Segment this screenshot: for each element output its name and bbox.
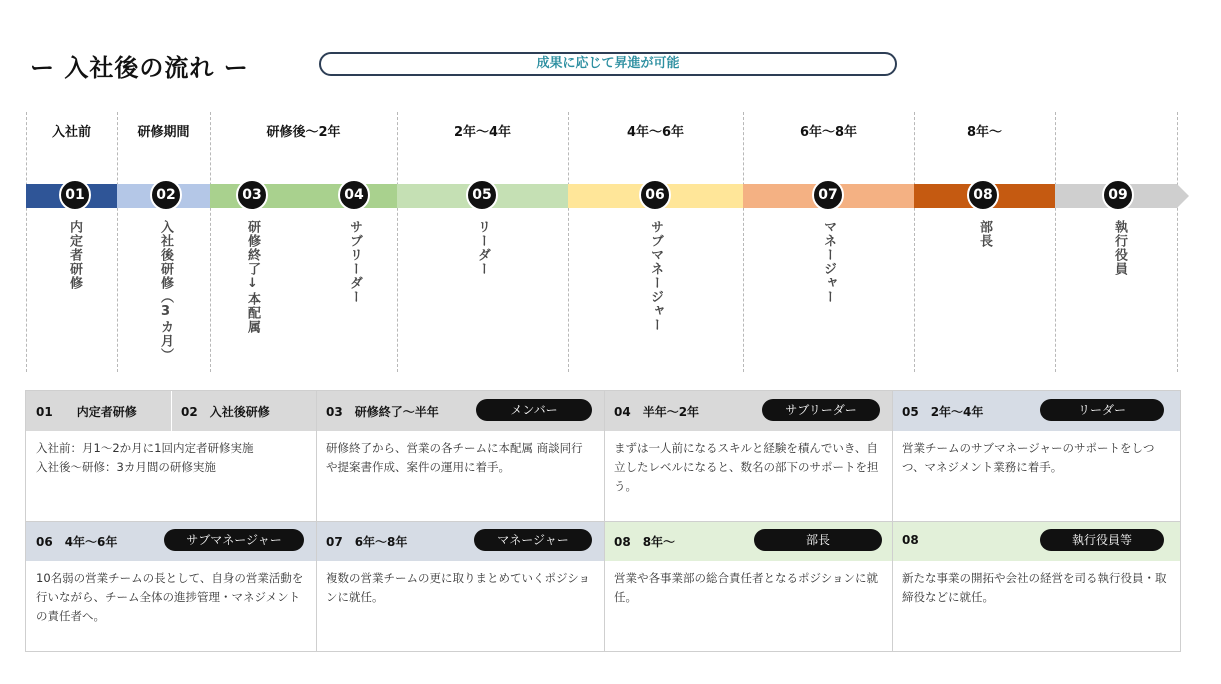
card-text: 入社前：月1〜2か月に1回内定者研修実施 [36,441,254,455]
timeline-divider [117,112,118,372]
period-label: 8年〜 [966,125,1003,140]
card-header [26,521,316,561]
timeline-divider [397,112,398,372]
step-number: 07 [812,179,844,211]
timeline-divider [1177,112,1178,372]
step-number: 03 [236,179,268,211]
card-title: 04 半年〜2年 [614,405,700,419]
step-label: 内定者研修 [67,220,82,290]
card-body: 複数の営業チームの更に取りまとめていくポジションに就任。 [326,571,590,604]
step-number: 04 [338,179,370,211]
page-title: ー 入社後の流れ ー [30,54,249,82]
card-title: 06 4年〜6年 [36,535,118,549]
role-badge: メンバー [476,399,592,421]
card-body [26,431,316,521]
period-label: 入社前 [51,125,91,140]
card-title: 05 2年〜4年 [902,405,984,419]
card-body: 新たな事業の開拓や会社の経営を司る執行役員・取締役などに就任。 [902,571,1167,604]
role-badge: サブマネージャー [164,529,304,551]
card-header [26,391,316,431]
card-header [892,391,1180,431]
role-badge: 執行役員等 [1040,529,1164,551]
step-number: 09 [1102,179,1134,211]
period-label: 研修後〜2年 [266,125,341,140]
card-body: まずは一人前になるスキルと経験を積んでいき、自立したレベルになると、数名の部下のサポートを担う。 [614,441,879,493]
step-number: 02 [150,179,182,211]
card-body: 研修終了から、営業の各チームに本配属 商談同行や提案書作成、案件の運用に着手。 [326,441,583,474]
period-label: 2年〜4年 [453,125,512,140]
card-header [316,521,604,561]
card-header [604,391,892,431]
promotion-banner: 成果に応じて昇進が可能 [319,52,897,76]
step-number: 05 [466,179,498,211]
step-number: 01 [59,179,91,211]
role-badge: 部長 [754,529,882,551]
timeline-divider [26,112,27,372]
step-number: 08 [967,179,999,211]
step-number: 06 [639,179,671,211]
card-body: 営業や各事業部の総合責任者となるポジションに就任。 [614,571,878,604]
card-title: 03 研修終了〜半年 [326,405,439,419]
career-table [25,390,1181,652]
step-label: 入社後研修（3カ月） [158,220,173,362]
card-header [316,391,604,431]
card-body: 10名弱の営業チームの長として、自身の営業活動を行いながら、チーム全体の進捗管理・マネジメントの責任者へ。 [36,571,304,623]
card-title: 08 8年〜 [614,535,676,549]
timeline-divider [1055,112,1056,372]
card-header [892,521,1180,561]
divider [26,521,1180,522]
period-label: 4年〜6年 [626,125,685,140]
role-badge: リーダー [1040,399,1164,421]
step-label: 執行役員 [1112,220,1127,276]
card-text: 入社後〜研修：3カ月間の研修実施 [36,460,216,474]
role-badge: サブリーダー [762,399,880,421]
role-badge: マネージャー [474,529,592,551]
period-label: 6年〜8年 [799,125,858,140]
card-title: 02 入社後研修 [181,405,270,419]
timeline-arrow-icon [1177,184,1189,208]
card-title: 01 内定者研修 [36,405,137,419]
card-body: 営業チームのサブマネージャーのサポートをしつつ、マネジメント業務に着手。 [902,441,1155,474]
step-label: サブリーダー [347,220,362,304]
step-label: サブマネージャー [648,220,663,332]
step-label: リーダー [475,220,490,276]
card-title: 08 [902,533,919,547]
step-label: マネージャー [821,220,836,304]
card-title: 07 6年〜8年 [326,535,408,549]
card-header [604,521,892,561]
divider [171,391,172,431]
step-label: 部長 [977,220,992,248]
period-label: 研修期間 [137,125,190,140]
timeline-divider [914,112,915,372]
timeline-divider [210,112,211,372]
step-label: 研修終了↓本配属 [245,220,260,334]
timeline-divider [743,112,744,372]
timeline-divider [568,112,569,372]
